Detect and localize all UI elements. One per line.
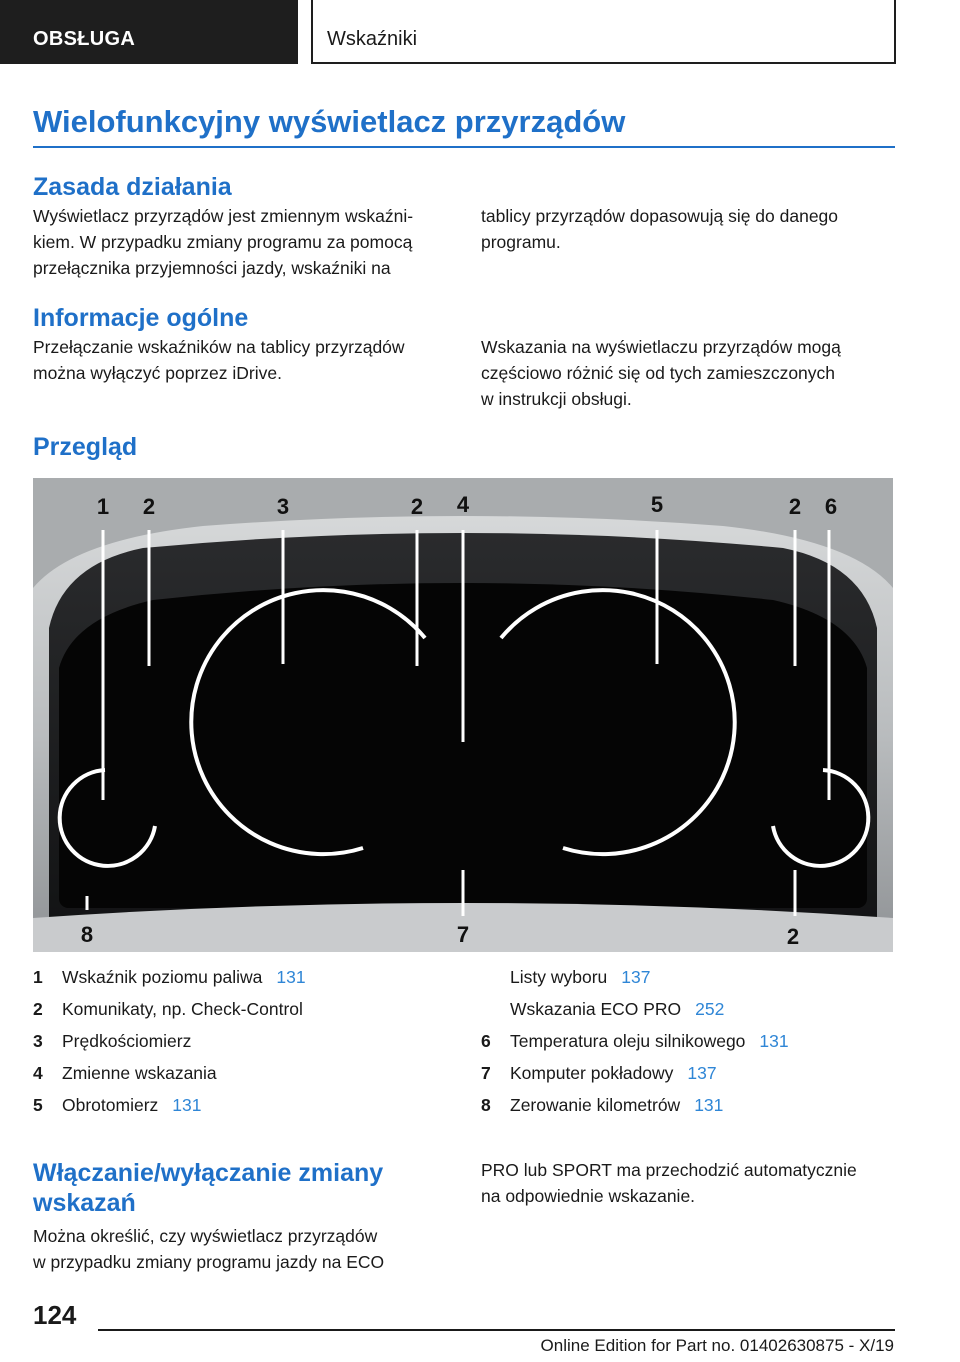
edition-note: Online Edition for Part no. 01402630875 - X/19 [540, 1336, 894, 1355]
legend-number: 1 [33, 967, 43, 987]
callout-top: 4 [456, 492, 470, 517]
legend-item [33, 993, 453, 1025]
text-line: Można określić, czy wyświetlacz przyrządów [33, 1226, 378, 1246]
callout-bottom: 2 [786, 924, 800, 949]
legend-label: Komunikaty, np. Check-Control [62, 999, 303, 1019]
text-line: Wyświetlacz przyrządów jest zmiennym wskaźni- [33, 206, 414, 226]
text-line: PRO lub SPORT ma przechodzić automatycznie [481, 1160, 857, 1180]
legend-number: 3 [33, 1031, 43, 1051]
informacje-text-right [481, 334, 841, 412]
zasada-text-left [33, 203, 413, 281]
page-link[interactable]: 137 [687, 1063, 717, 1083]
legend-item [33, 1025, 453, 1057]
chapter-label: Wskaźniki [327, 28, 418, 50]
legend-item [481, 993, 901, 1025]
page-title: Wielofunkcyjny wyświetlacz przyrządów [33, 104, 626, 139]
legend-item [33, 1089, 453, 1121]
legend-label: Temperatura oleju silnikowego [510, 1031, 746, 1051]
page-link[interactable]: 131 [694, 1095, 724, 1115]
instrument-cluster-figure [33, 478, 893, 952]
legend-label: Komputer pokładowy [510, 1063, 674, 1083]
legend-left [33, 961, 453, 1121]
callout-top: 2 [788, 494, 802, 519]
page-number: 124 [33, 1300, 77, 1330]
legend-label: Wskaźnik poziomu paliwa [62, 967, 263, 987]
text-line: programu. [481, 232, 561, 252]
text-line: częściowo różnić się od tych zamieszczonych [481, 363, 836, 383]
callout-bottom: 8 [80, 922, 94, 947]
legend-item [481, 1057, 901, 1089]
title-divider [33, 146, 895, 148]
page-link[interactable]: 131 [759, 1031, 789, 1051]
heading-line: Włączanie/wyłączanie zmiany [33, 1159, 384, 1187]
page-link[interactable]: 137 [621, 967, 651, 987]
text-line: Przełączanie wskaźników na tablicy przyrządów [33, 337, 405, 357]
callout-bottom: 7 [456, 922, 470, 947]
legend-item [33, 1057, 453, 1089]
legend-item [481, 1025, 901, 1057]
wlaczanie-text-right [481, 1157, 857, 1209]
footer-divider [98, 1329, 895, 1331]
legend-item [481, 961, 901, 993]
page-link[interactable]: 131 [172, 1095, 202, 1115]
text-line: przełącznika przyjemności jazdy, wskaźniki na [33, 258, 391, 278]
page-link[interactable]: 131 [276, 967, 306, 987]
text-line: można wyłączyć poprzez iDrive. [33, 363, 282, 383]
legend-label: Listy wyboru [510, 967, 608, 987]
text-line: kiem. W przypadku zmiany programu za pomocą [33, 232, 413, 252]
informacje-text-left [33, 334, 405, 386]
section-label: OBSŁUGA [33, 28, 136, 50]
heading-wlaczanie [33, 1158, 383, 1218]
text-line: w instrukcji obsługi. [481, 389, 632, 409]
zasada-text-right [481, 203, 838, 255]
text-line: Wskazania na wyświetlaczu przyrządów mogą [481, 337, 841, 357]
legend-item [481, 1089, 901, 1121]
page-link[interactable]: 252 [695, 999, 725, 1019]
legend-label: Obrotomierz [62, 1095, 159, 1115]
legend-label: Wskazania ECO PRO [510, 999, 682, 1019]
callout-top: 1 [96, 494, 110, 519]
chapter-tab [311, 0, 896, 64]
text-line: w przypadku zmiany programu jazdy na ECO [33, 1252, 385, 1272]
legend-number: 2 [33, 999, 43, 1019]
callout-top: 6 [824, 494, 838, 519]
callout-top: 2 [410, 494, 424, 519]
callout-top: 5 [650, 492, 664, 517]
legend-number: 8 [481, 1095, 491, 1115]
legend-label: Zerowanie kilometrów [510, 1095, 681, 1115]
heading-zasada: Zasada działania [33, 173, 232, 201]
legend-number: 5 [33, 1095, 43, 1115]
legend-label: Prędkościomierz [62, 1031, 192, 1051]
legend-number: 4 [33, 1063, 43, 1083]
heading-informacje: Informacje ogólne [33, 304, 249, 332]
section-tab [0, 0, 298, 64]
legend-item [33, 961, 453, 993]
text-line: tablicy przyrządów dopasowują się do danego [481, 206, 839, 226]
legend-right [481, 961, 901, 1121]
text-line: na odpowiednie wskazanie. [481, 1186, 696, 1206]
callout-top: 3 [276, 494, 290, 519]
legend-number: 6 [481, 1031, 491, 1051]
wlaczanie-text-left [33, 1223, 384, 1275]
legend-number: 7 [481, 1063, 491, 1083]
callout-top: 2 [142, 494, 156, 519]
heading-line: wskazań [33, 1189, 136, 1217]
legend-label: Zmienne wskazania [62, 1063, 217, 1083]
heading-przeglad: Przegląd [33, 433, 138, 461]
